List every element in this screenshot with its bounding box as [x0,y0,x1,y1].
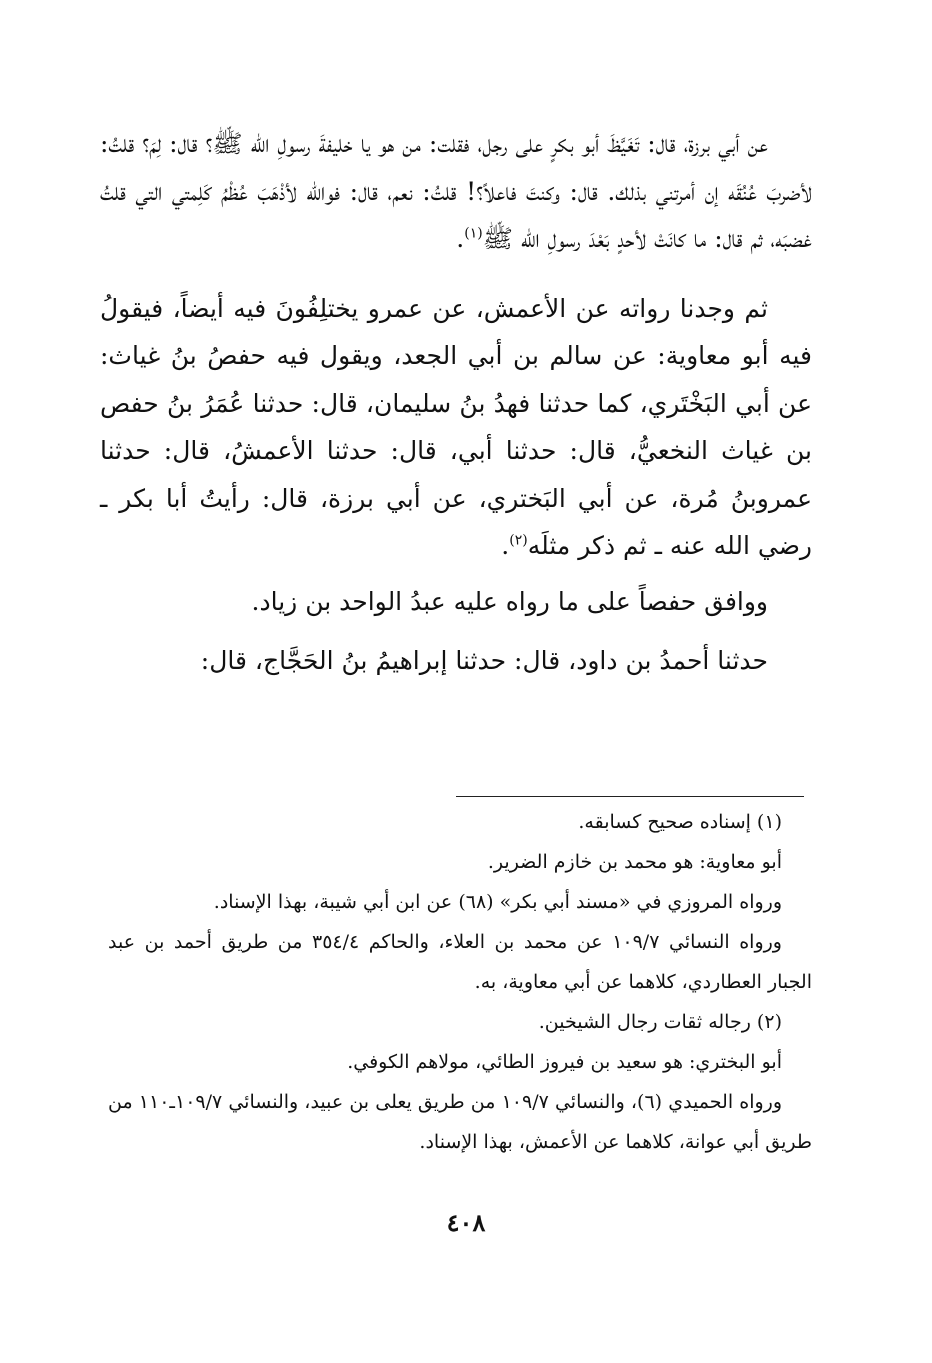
footnote-ref-2: (٢) [509,532,528,549]
footnote-2-title: (٢) رجاله ثقات رجال الشيخين. [538,1011,782,1033]
footnote-2-line-2: ورواه الحميدي (٦)، والنسائي ١٠٩/٧ من طريق يعلى بن عبيد، والنسائي ١٠٩/٧ـ١١٠ من طريق أبي عوانة، كلاهما عن الأعمش، بهذا الإسناد. [108,1091,812,1153]
paragraph-3: ووافق حفصاً على ما رواه عليه عبدُ الواحد بن زياد. [251,586,768,616]
page-number: ٤٠٨ [446,1208,486,1237]
paragraph-2-end: . [501,531,510,560]
footnote-2-line-1: أبو البختري: هو سعيد بن فيروز الطائي، مولاهم الكوفي. [347,1051,782,1073]
paragraph-4: حدثنا أحمدُ بن داود، قال: حدثنا إبراهيمُ بنُ الحَجَّاج، قال: [200,646,768,675]
paragraph-2-text: ثم وجدنا رواته عن الأعمش، عن عمرو يختلِفُونَ فيه أيضاً، فيقولُ فيه أبو معاوية: عن سالم بن أبي الجعد، ويقول فيه حفصُ بنُ غياث: عن أبي البَخْتَري، كما حدثنا فهدُ بنُ سليمان، قال: حدثنا عُمَرُ بنُ حفص بن غياث النخعيُّ، قال: حدثنا أبي، قال: حدثنا الأعمشُ، قال: حدثنا عمروبنُ مُرة، عن أبي البَختري، عن أبي برزة، قال: رأيتُ أبا بكر ـ رضي الله عنه ـ ثم ذكر مثلَه [100,293,812,560]
footnote-divider [456,796,804,797]
paragraph-1-end: . [456,224,465,253]
footnote-1-title: (١) إسناده صحيح كسابقه. [578,811,782,833]
main-text [100,120,812,685]
paragraph-1 [100,120,812,263]
footnote-1-line-2: ورواه المروزي في «مسند أبي بكر» (٦٨) عن ابن أبي شيبة، بهذا الإسناد. [213,891,782,913]
footnote-1-line-1: أبو معاوية: هو محمد بن خازم الضرير. [487,851,782,873]
paragraph-2 [100,285,812,570]
footnote-1-line-3: ورواه النسائي ١٠٩/٧ عن محمد بن العلاء، والحاكم ٣٥٤/٤ من طريق أحمد بن عبد الجبار العطاردي، كلاهما عن أبي معاوية، به. [108,931,812,993]
paragraph-1-text: عن أبي برزة، قال: تَغَيَّظَ أبو بكرٍ على رجل، فقلت: من هو يا خليفةَ رسولِ الله ﷺ؟ قال: لِمَ؟ قلتُ: لأضربَ عُنُقَه إن أمرتني بذلك. قال: وكنتَ فاعلاً؟! قلتُ: نعم، قال: فوالله لأذْهَبَ عُظْمُ كَلِمتي التي قلتُ غضبَه، ثم قال: ما كانَتْ لأحدٍ بَعْدَ رسولِ الله ﷺ [100,129,812,253]
footnotes [108,802,812,1162]
footnote-ref-1: (١) [464,225,483,242]
